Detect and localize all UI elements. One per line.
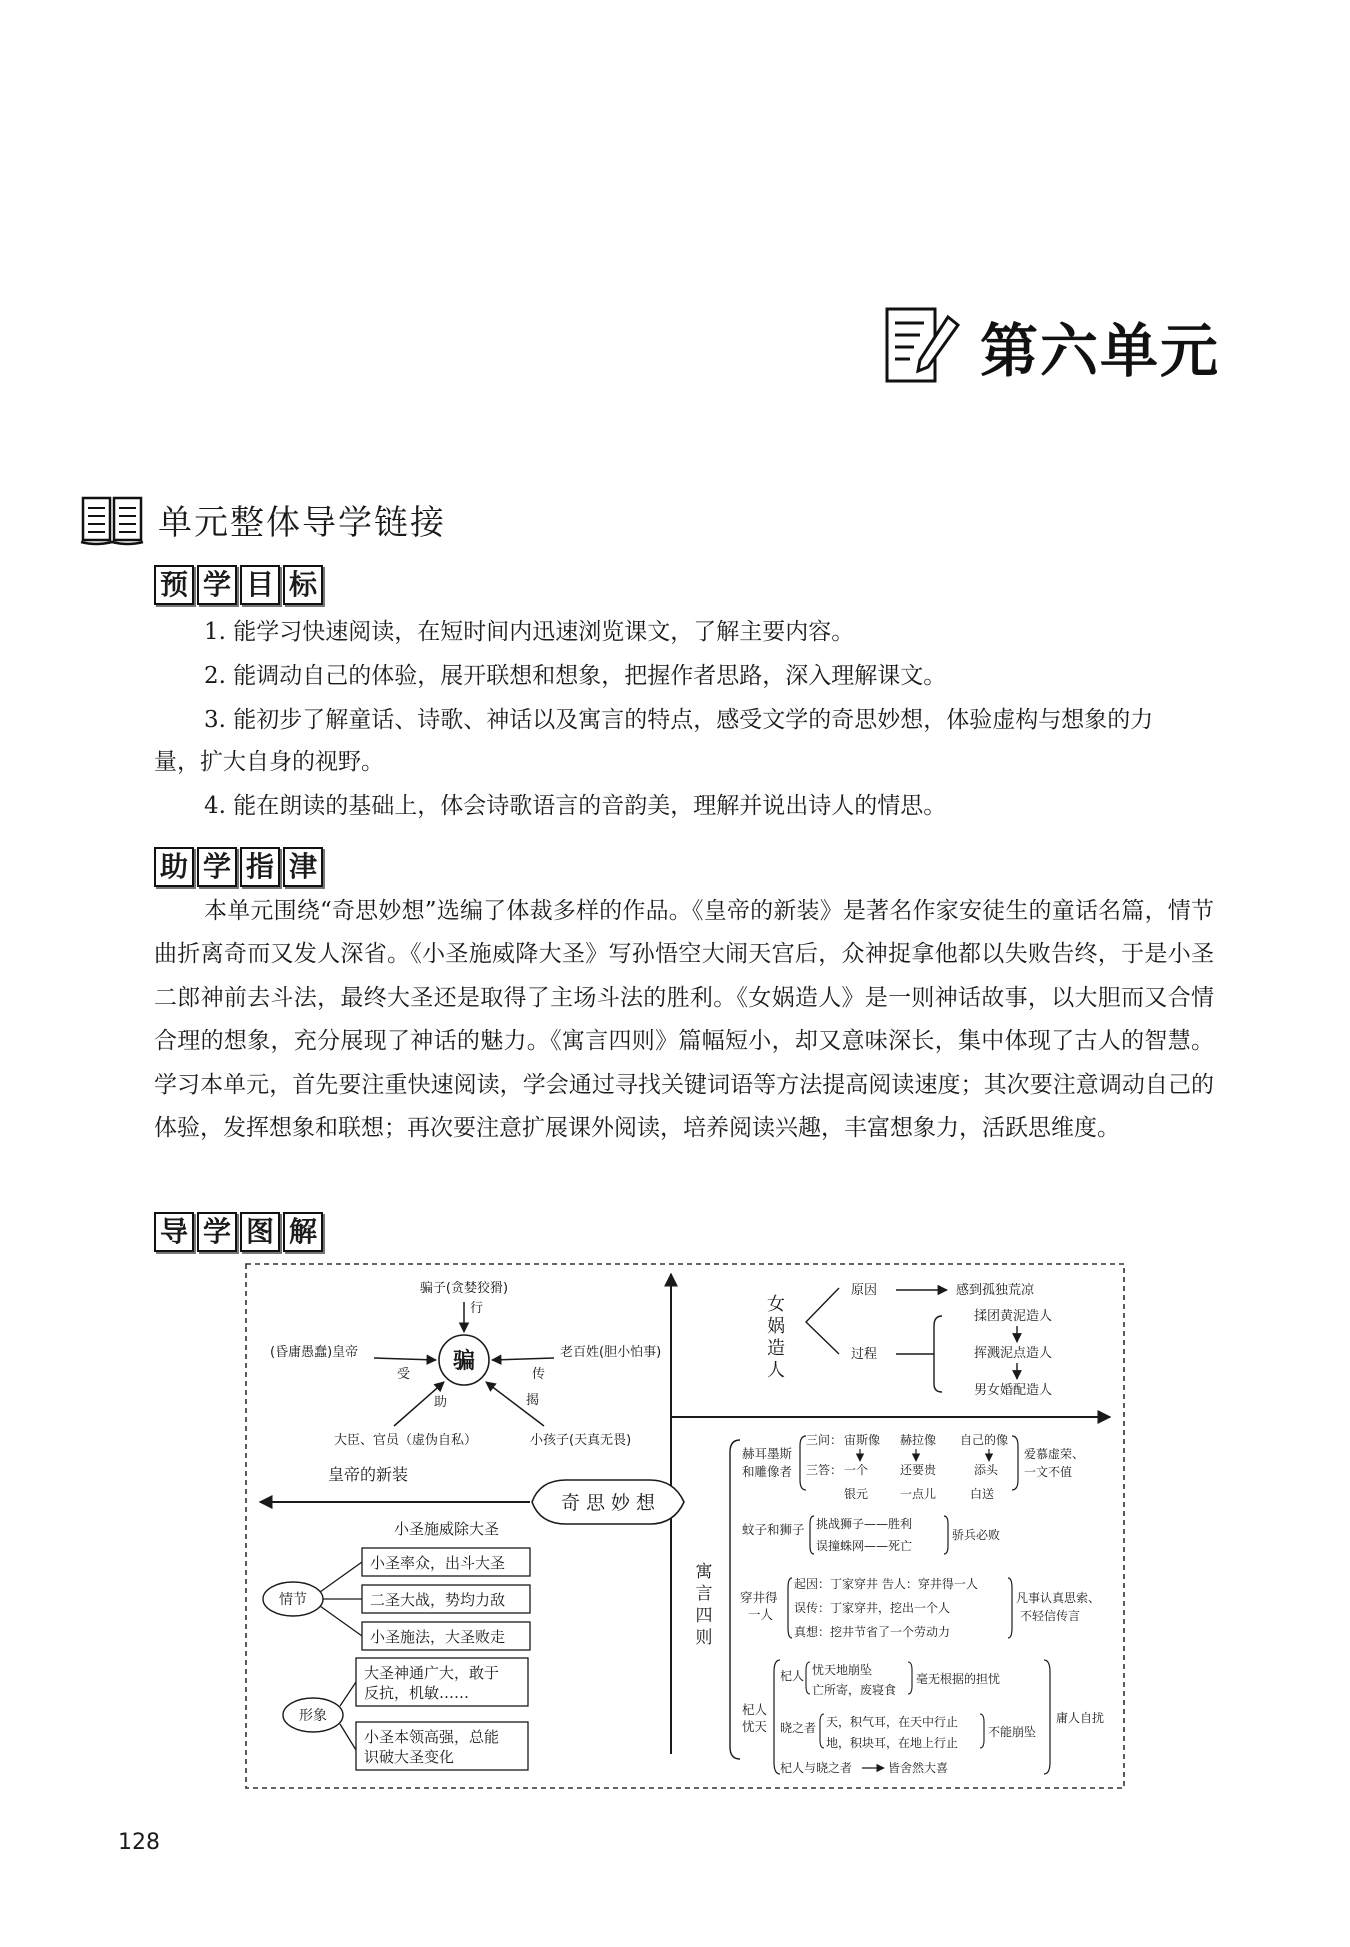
hermes-moral: 爱慕虚荣、: [1024, 1447, 1085, 1461]
goals-heading-char: 目: [240, 565, 280, 605]
fables-title-char: 则: [695, 1628, 713, 1648]
goal-text: 2. 能调动自己的体验，展开联想和想象，把握作者思路，深入理解课文。: [204, 663, 947, 689]
plot-label: 情节: [279, 1592, 307, 1608]
nuwa-title-char: 女: [767, 1294, 785, 1315]
well-line: 起因：丁家穿井 告人：穿井得一人: [794, 1577, 978, 1591]
hermes-question: 赫拉像: [900, 1433, 937, 1447]
nuwa-title-char: 人: [767, 1360, 785, 1381]
mosquito-bracket: [810, 1516, 814, 1554]
goal-item: [154, 741, 1214, 783]
well-moral: 凡事认真思索、: [1016, 1591, 1101, 1605]
qi-label: 杞人: [742, 1702, 768, 1717]
page-number: 128: [118, 1830, 160, 1855]
hermes-label: 赫耳墨斯: [742, 1446, 793, 1461]
goal-text: 量，扩大自身的视野。: [154, 749, 384, 775]
qi-right-bracket: [1044, 1660, 1050, 1774]
ministers-label: 大臣、官员（虚伪自私）: [334, 1433, 478, 1448]
mosquito-right-bracket: [944, 1516, 948, 1554]
well-label: 穿井得: [740, 1590, 778, 1605]
qi-qiren: 杞人: [780, 1669, 805, 1683]
deceive-label: 骗: [452, 1349, 476, 1374]
xiaozhi-line: 地，积块耳，在地上行止: [826, 1736, 959, 1750]
diagram-heading: [154, 1212, 323, 1252]
diagram-frame: [246, 1264, 1124, 1788]
guide-heading-char: 助: [154, 847, 194, 887]
nuwa-cause-result: 感到孤独荒凉: [956, 1283, 1035, 1298]
arrow-people: [492, 1358, 554, 1360]
diagram-heading-char: 导: [154, 1212, 194, 1252]
image-item-line: 识破大圣变化: [364, 1748, 455, 1766]
well-moral: 不轻信传言: [1020, 1609, 1081, 1623]
unit-title-text: 第六单元: [980, 317, 1221, 385]
goal-item: [154, 655, 1214, 697]
hermes-answer-2: 白送: [970, 1487, 995, 1501]
goal-item: [154, 611, 1214, 653]
monkey-title: 小圣施威除大圣: [394, 1520, 500, 1538]
qiren-line: 忧天地崩坠: [812, 1663, 873, 1677]
diagram-heading-char: 解: [283, 1212, 323, 1252]
well-label: 一人: [748, 1607, 774, 1622]
center-label: 奇 思 妙 想: [560, 1492, 656, 1514]
expose-label: 揭: [526, 1393, 540, 1408]
qiren-right-bracket: [908, 1662, 912, 1694]
emperor-story-title: 皇帝的新装: [328, 1465, 409, 1484]
guide-heading-char: 津: [283, 847, 323, 887]
emperor-label: (昏庸愚蠢)皇帝: [270, 1345, 359, 1360]
qiren-result: 毫无根据的担忧: [916, 1672, 1001, 1686]
nuwa-process: 过程: [851, 1347, 878, 1362]
goal-text: 4. 能在朗读的基础上，体会诗歌语言的音韵美，理解并说出诗人的情思。: [204, 793, 947, 819]
plot-item: 二圣大战，势均力敌: [370, 1591, 506, 1609]
hermes-answer: 添头: [974, 1463, 999, 1477]
mosquito-label: 蚊子和狮子: [742, 1522, 805, 1537]
hermes-question: 自己的像: [960, 1433, 1009, 1447]
arrow-emperor: [374, 1358, 436, 1360]
qi-moral: 庸人自扰: [1056, 1711, 1105, 1725]
hermes-question: 宙斯像: [844, 1433, 881, 1447]
goal-text: 1. 能学习快速阅读，在短时间内迅速浏览课文，了解主要内容。: [204, 619, 855, 645]
help-label: 助: [434, 1395, 448, 1410]
goals-heading-char: 学: [197, 565, 237, 605]
image-label: 形象: [299, 1708, 327, 1724]
qi-final: 杞人与晓之者: [780, 1761, 853, 1775]
fables-title-char: 言: [695, 1584, 713, 1604]
nuwa-title-char: 娲: [767, 1316, 785, 1337]
qi-final-result: 皆舍然大喜: [888, 1761, 949, 1775]
goal-item: [154, 785, 1214, 827]
plot-item: 小圣施法，大圣败走: [370, 1628, 506, 1646]
xiaozhi-right-bracket: [980, 1714, 984, 1748]
swindler-label: 骗子(贪婪狡猾): [419, 1281, 509, 1296]
goals-heading-char: 预: [154, 565, 194, 605]
hermes-a-label: 三答：: [806, 1463, 843, 1477]
image-item-line: 大圣神通广大，敢于: [364, 1664, 500, 1682]
guide-heading: [154, 847, 323, 887]
open-book-icon: [80, 492, 144, 546]
goal-text: 3. 能初步了解童话、诗歌、神话以及寓言的特点，感受文学的奇思妙想，体验虚构与想象的力: [204, 707, 1154, 733]
guide-heading-char: 学: [197, 847, 237, 887]
people-label: 老百姓(胆小怕事): [560, 1345, 662, 1360]
xiaozhi-bracket: [820, 1714, 824, 1748]
hermes-answer: 还要贵: [900, 1463, 937, 1477]
fables-title-char: 四: [695, 1606, 713, 1626]
diagram-heading-char: 图: [240, 1212, 280, 1252]
nuwa-step: 男女婚配造人: [974, 1383, 1053, 1398]
section-title: [80, 492, 446, 546]
qi-xiaozhi: 晓之者: [780, 1721, 817, 1735]
well-bracket: [788, 1578, 792, 1638]
mosquito-line: 挑战狮子——胜利: [816, 1517, 913, 1531]
hermes-answer: 一个: [844, 1463, 869, 1477]
qi-label: 忧天: [742, 1719, 768, 1734]
image-item-line: 反抗，机敏……: [364, 1684, 470, 1702]
fables-title-char: 寓: [695, 1562, 713, 1582]
notepad-pencil-icon: [884, 305, 962, 387]
guide-paragraph: 本单元围绕“奇思妙想”选编了体裁多样的作品。《皇帝的新装》是著名作家安徒生的童话名篇，情节曲折离奇而又发人深省。《小圣施威降大圣》写孙悟空大闹天宫后，众神捉拿他都以失败告终，于是小圣二郎神前去斗法，最终大圣还是取得了主场斗法的胜利。《女娲造人》是一则神话故事，以大胆而又合情合理的想象，充分展现了神话的魅力。《寓言四则》篇幅短小，却又意味深长，集中体现了古人的智慧。学习本单元，首先要注重快速阅读，学会通过寻找关键词语等方法提高阅读速度；其次要注意调动自己的体验，发挥想象和联想；再次要注意扩展课外阅读，培养阅读兴趣，丰富想象力，活跃思维度。: [154, 898, 1214, 1142]
act-label: 行: [470, 1301, 484, 1316]
goal-item: [154, 699, 1214, 741]
mosquito-line: 误撞蛛网——死亡: [816, 1539, 913, 1553]
goals-heading-char: 标: [283, 565, 323, 605]
qiren-line: 亡所寄，废寝食: [812, 1683, 897, 1697]
child-label: 小孩子(天真无畏): [530, 1433, 632, 1448]
hermes-moral: 一文不值: [1024, 1465, 1073, 1479]
qiren-bracket: [806, 1662, 810, 1694]
xiaozhi-result: 不能崩坠: [988, 1725, 1037, 1739]
hermes-answer-2: 银元: [844, 1487, 869, 1501]
plot-links: [320, 1562, 362, 1636]
well-line: 真想：挖井节省了一个劳动力: [794, 1625, 951, 1639]
guide-heading-char: 指: [240, 847, 280, 887]
concept-map: [244, 1262, 1128, 1792]
spread-label: 传: [532, 1367, 546, 1382]
nuwa-title-char: 造: [767, 1338, 785, 1359]
unit-title: [884, 304, 1220, 388]
xiaozhi-line: 天，积气耳，在天中行止: [826, 1715, 959, 1729]
nuwa-step-bracket: [896, 1316, 942, 1392]
well-line: 误传：丁家穿井，挖出一个人: [794, 1601, 951, 1615]
section-title-text: 单元整体导学链接: [158, 502, 446, 543]
nuwa-step: 揉团黄泥造人: [974, 1309, 1053, 1324]
well-right-bracket: [1008, 1578, 1012, 1638]
plot-item: 小圣率众，出斗大圣: [370, 1554, 506, 1572]
hermes-q-label: 三问：: [806, 1433, 843, 1447]
hermes-right-bracket: [1012, 1436, 1018, 1490]
goals-heading: [154, 565, 323, 605]
diagram-heading-char: 学: [197, 1212, 237, 1252]
hermes-answer-2: 一点儿: [900, 1487, 937, 1501]
image-item-line: 小圣本领高强，总能: [364, 1728, 500, 1746]
nuwa-cause: 原因: [851, 1283, 878, 1298]
fables-bracket: [730, 1440, 740, 1759]
mosquito-moral: 骄兵必败: [952, 1528, 1001, 1542]
nuwa-bracket: [806, 1288, 839, 1354]
hermes-label: 和雕像者: [742, 1464, 793, 1479]
receive-label: 受: [397, 1367, 411, 1382]
nuwa-step: 挥溅泥点造人: [974, 1346, 1053, 1361]
